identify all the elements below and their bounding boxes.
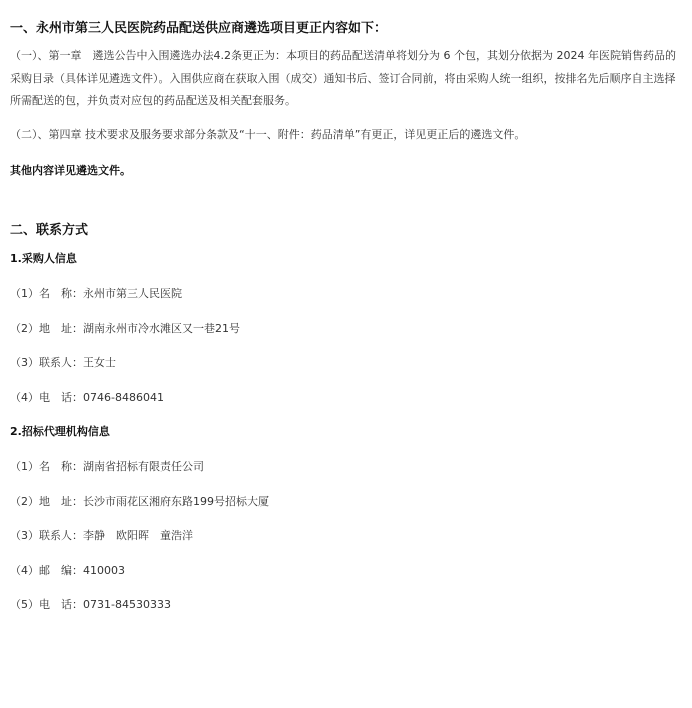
- purchaser-name: （1）名 称：永州市第三人民医院: [10, 287, 182, 300]
- agency-name: （1）名 称：湖南省招标有限责任公司: [10, 460, 204, 473]
- agency-address: （2）地 址：长沙市雨花区湘府东路199号招标大厦: [10, 495, 269, 508]
- agency-heading: 2.招标代理机构信息: [10, 425, 110, 438]
- other-content-note: 其他内容详见遴选文件。: [10, 164, 131, 177]
- purchaser-address: （2）地 址：湖南永州市冷水滩区又一巷21号: [10, 322, 240, 335]
- correction-item-1: （一）、第一章 遴选公告中入围遴选办法4.2条更正为：本项目的药品配送清单将划分为 6 个包，其划分依据为 2024 年医院销售药品的采购目录（具体详见遴选文件）。入围供应商在获取入围（成交）通知书后、签订合同前，将由采购人统一组织，按排名先后顺序自主选择所需配送的包，并负责对应包的药品配送及相关配套服务。: [10, 49, 676, 107]
- purchaser-contact: （3）联系人：王女士: [10, 356, 116, 369]
- correction-section-title: 一、永州市第三人民医院药品配送供应商遴选项目更正内容如下：: [10, 21, 388, 36]
- agency-contact: （3）联系人：李静 欧阳晖 童浩洋: [10, 529, 193, 542]
- agency-phone: （5）电 话：0731-84530333: [10, 598, 171, 611]
- correction-item-2: （二）、第四章 技术要求及服务要求部分条款及“十一、附件：药品清单”有更正，详见更正后的遴选文件。: [10, 128, 526, 141]
- purchaser-phone: （4）电 话：0746-8486041: [10, 391, 164, 404]
- agency-postcode: （4）邮 编：410003: [10, 564, 125, 577]
- purchaser-heading: 1.采购人信息: [10, 252, 77, 265]
- contact-section-title: 二、联系方式: [10, 223, 89, 238]
